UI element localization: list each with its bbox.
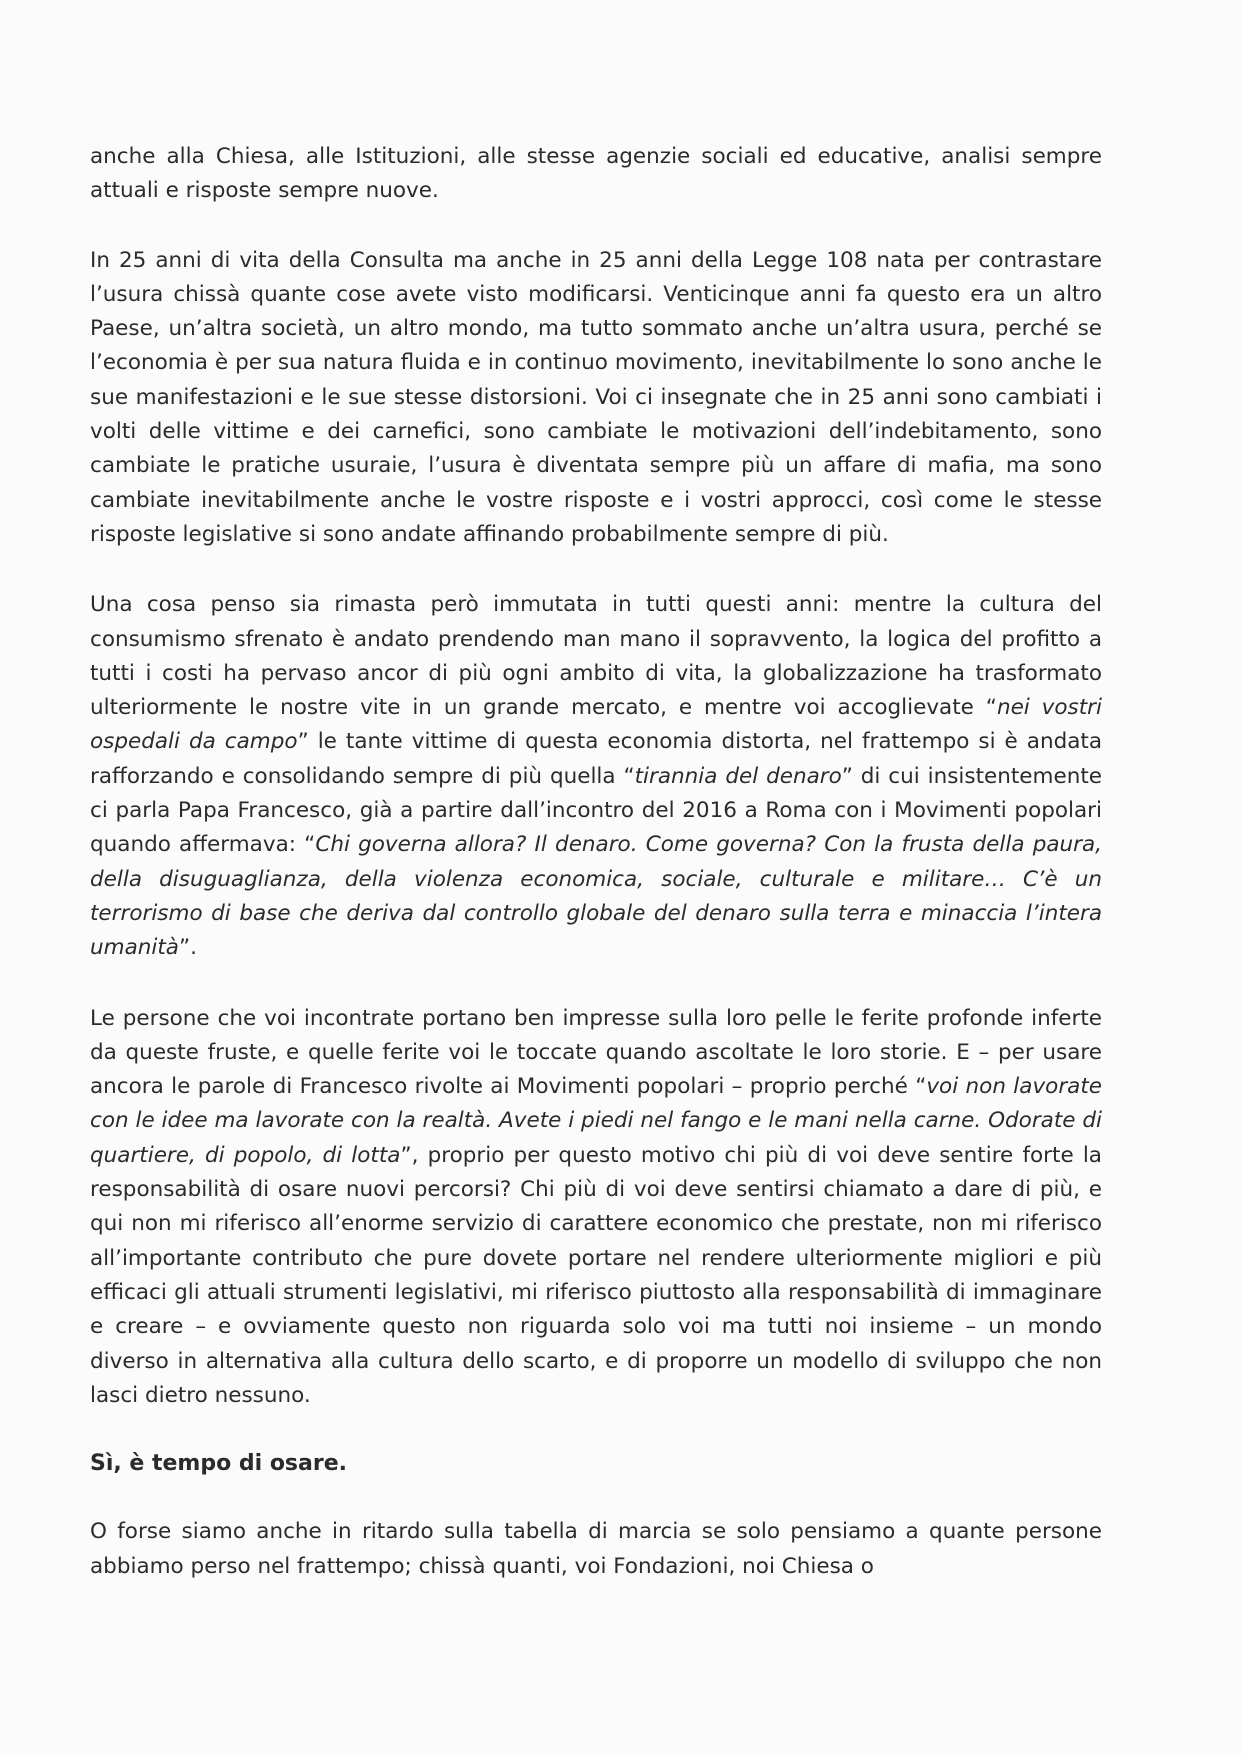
quote-italic: Chi governa allora? Il denaro. Come governa? Con la frusta della paura, della disuguaglianza, della violenza economica, sociale, culturale e militare… C’è un terrorismo di base che deriva dal controllo globale del denaro sulla terra e minaccia l’intera umanità	[90, 832, 1103, 961]
paragraph-text: Le persone che voi incontrate portano ben impresse sulla loro pelle le ferite profonde inferte da queste fruste, e quelle ferite voi le toccate quando ascoltate le loro storie. E – per usare ancora le parole di Francesco rivolte ai Movimenti popolari – proprio perché “	[90, 1005, 1102, 1100]
paragraph-text: ” di cui insistentemente ci parla Papa Francesco, già a partire dall’incontro del 2016 a Roma con i Movimenti popolari quando affermava: “	[90, 763, 1102, 858]
paragraph-text: ”.	[178, 935, 197, 961]
paragraph-text: anche alla Chiesa, alle Istituzioni, alle stesse agenzie sociali ed educative, analisi sempre attuali e risposte sempre nuove.	[90, 144, 1102, 204]
document-page	[90, 140, 1102, 1617]
paragraph-text: In 25 anni di vita della Consulta ma anche in 25 anni della Legge 108 nata per contrastare l’usura chissà quante cose avete visto modificarsi. Venticinque anni fa questo era un altro Paese, un’altra società, un altro mondo, ma tutto sommato anche un’altra usura, perché se l’economia è per sua natura fluida e in continuo movimento, inevitabilmente lo sono anche le sue manifestazioni e le sue stesse distorsioni. Voi ci insegnate che in 25 anni sono cambiati i volti delle vittime e dei carnefici, sono cambiate le motivazioni dell’indebitamento, sono cambiate le pratiche usuraie, l’usura è diventata sempre più un affare di mafia, ma sono cambiate inevitabilmente anche le vostre risposte e i vostri approcci, così come le stesse risposte legislative si sono andate affinando probabilmente sempre di più.	[90, 247, 1102, 547]
paragraph-text: ” le tante vittime di questa economia distorta, nel frattempo si è andata rafforzando e consolidando sempre di più quella “	[90, 729, 1102, 789]
quote-italic: tirannia del denaro	[634, 763, 842, 789]
paragraph-1	[90, 140, 1102, 209]
paragraph-2	[90, 244, 1102, 553]
paragraph-text: Una cosa penso sia rimasta però immutata in tutti questi anni: mentre la cultura del consumismo sfrenato è andato prendendo man mano il sopravvento, la logica del profitto a tutti i costi ha pervaso ancor di più ogni ambito di vita, la globalizzazione ha trasformato ulteriormente le nostre vite in un grande mercato, e mentre voi accoglievate “	[90, 592, 1102, 721]
paragraph-text: ”, proprio per questo motivo chi più di voi deve sentire forte la responsabilità di osare nuovi percorsi? Chi più di voi deve sentirsi chiamato a dare di più, e qui non mi riferisco all’enorme servizio di carattere economico che prestate, non mi riferisco all’importante contributo che pure dovete portare nel rendere ulteriormente migliori e più efficaci gli attuali strumenti legislativi, mi riferisco piuttosto alla responsabilità di immaginare e creare – e ovviamente questo non riguarda solo voi ma tutti noi insieme – un mondo diverso in alternativa alla cultura dello scarto, e di proporre un modello di sviluppo che non lasci dietro nessuno.	[90, 1142, 1102, 1408]
paragraph-4	[90, 1002, 1102, 1414]
section-heading: Sì, è tempo di osare.	[90, 1451, 347, 1477]
quote-italic: voi non lavorate con le idee ma lavorate con la realtà. Avete i piedi nel fango e le mani nella carne. Odorate di quartiere, di popolo, di lotta	[90, 1074, 1102, 1168]
paragraph-3	[90, 588, 1102, 965]
paragraph-5	[90, 1515, 1102, 1584]
quote-italic: nei vostri ospedali da campo	[90, 695, 1102, 755]
paragraph-text: O forse siamo anche in ritardo sulla tabella di marcia se solo pensiamo a quante persone abbiamo perso nel frattempo; chissà quanti, voi Fondazioni, noi Chiesa o	[90, 1519, 1102, 1579]
